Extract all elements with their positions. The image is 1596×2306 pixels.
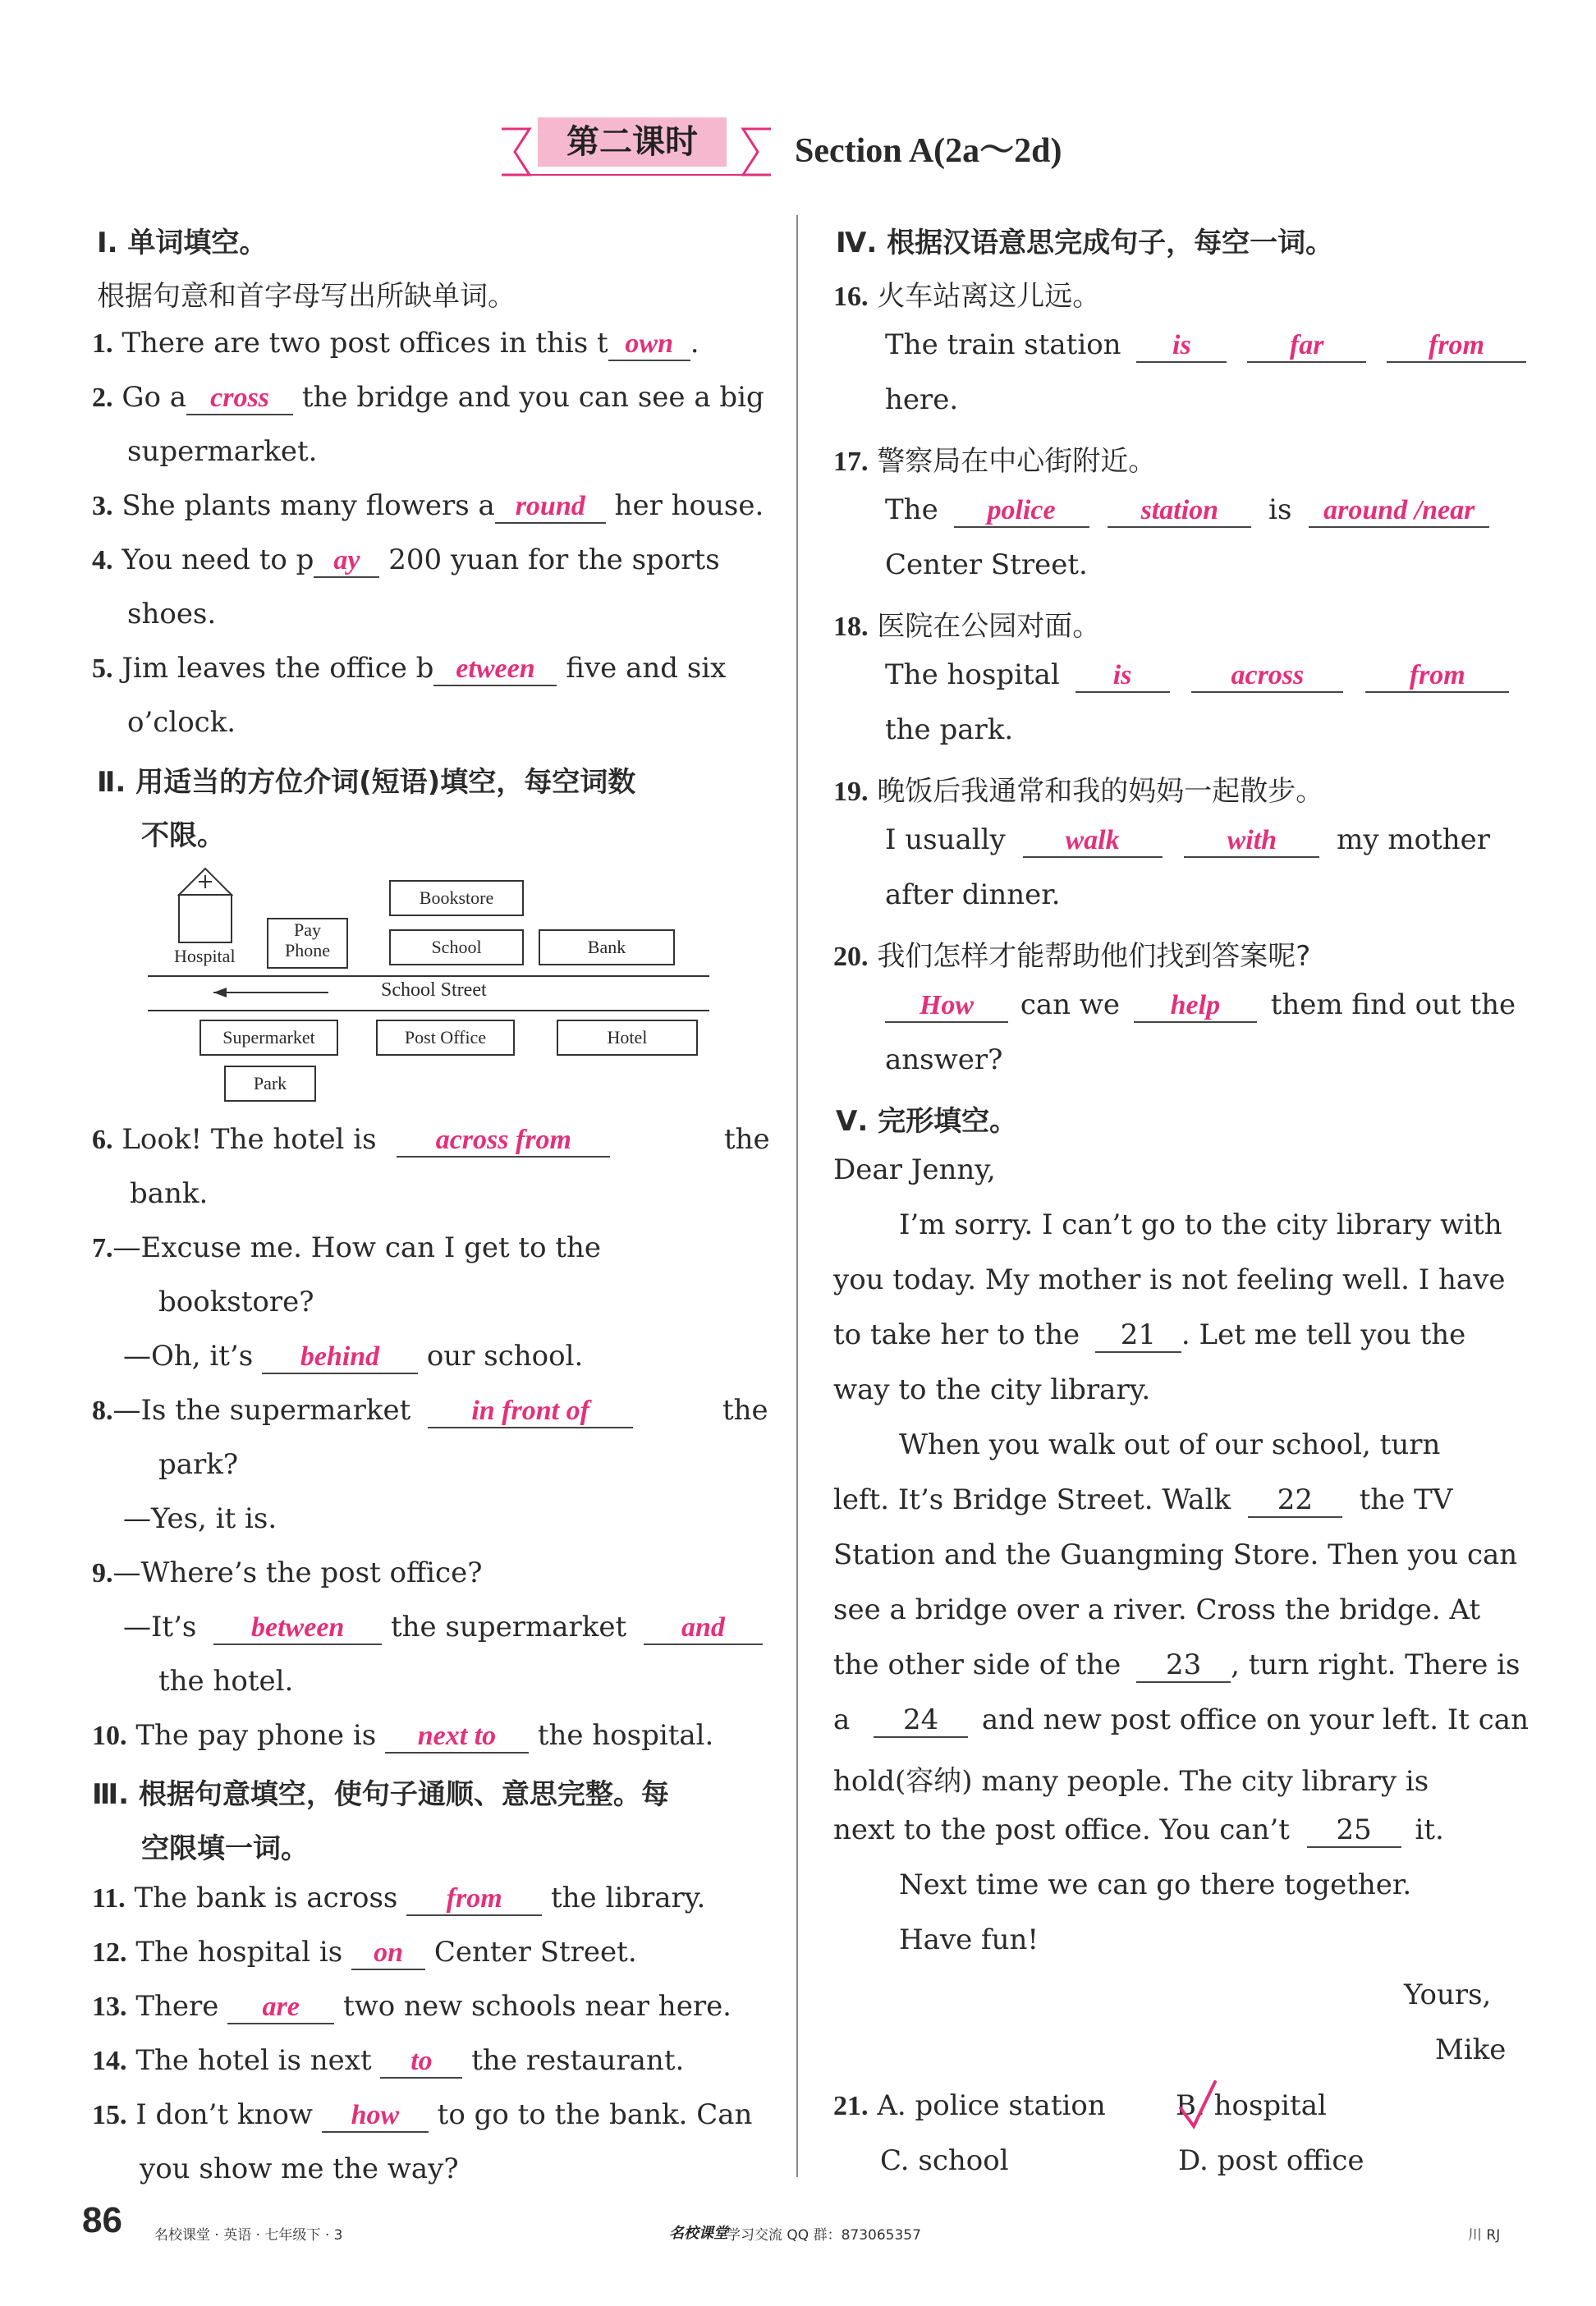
question-12: 12. The hospital is on Center Street. — [92, 1936, 637, 1969]
question-4-cont: shoes. — [127, 598, 217, 630]
map-hotel: Hotel — [557, 1020, 698, 1056]
question-8-tail: the — [722, 1394, 768, 1427]
check-mark-icon — [1172, 2077, 1222, 2134]
answer-blank[interactable]: across from — [397, 1123, 610, 1158]
answer-blank[interactable] — [608, 327, 690, 361]
question-11: 11. The bank is across from the library. — [92, 1882, 706, 1914]
answer-blank[interactable]: next to — [385, 1719, 529, 1754]
answer-blank[interactable]: on — [351, 1936, 425, 1970]
letter-line: I’m sorry. I can’t go to the city library with — [899, 1208, 1502, 1241]
answer-blank[interactable]: from — [406, 1882, 542, 1916]
question-8: 8.—Is the supermarket in front of — [92, 1394, 633, 1428]
letter-line: the other side of the 23 , turn right. There is — [833, 1648, 1520, 1681]
question-7-reply: —Oh, it’s behind our school. — [123, 1340, 584, 1373]
section-2-title: Ⅱ. 用适当的方位介词(短语)填空，每空词数 — [97, 766, 636, 799]
question-1: 1. There are two post offices in this t own . — [92, 327, 699, 360]
footer-qq: 学习交流 QQ 群：873065357 — [727, 2227, 921, 2244]
question-14: 14. The hotel is next to the restaurant. — [92, 2044, 685, 2077]
map-street-label: School Street — [381, 979, 487, 1001]
question-text: There are two post offices in this t — [122, 327, 608, 360]
section-1-instruction: 根据句意和首字母写出所缺单词。 — [97, 280, 516, 313]
answer-blank[interactable]: and — [644, 1611, 763, 1645]
answer-blank[interactable]: are — [227, 1990, 334, 2024]
answer-blank[interactable]: from — [1387, 328, 1526, 363]
section-2-title-cont: 不限。 — [141, 819, 225, 852]
answer-blank[interactable]: How — [885, 988, 1008, 1023]
question-8-cont: park? — [158, 1448, 239, 1481]
answer-blank[interactable]: ay — [314, 543, 379, 578]
map-park: Park — [224, 1066, 316, 1102]
letter-greeting: Dear Jenny, — [833, 1153, 996, 1186]
question-6-tail: the — [724, 1123, 770, 1156]
section-1-title: Ⅰ. 单词填空。 — [97, 227, 268, 259]
question-2-cont: supermarket. — [127, 435, 318, 468]
question-15-cont: you show me the way? — [140, 2152, 459, 2185]
question-9: 9.—Where’s the post office? — [92, 1556, 483, 1589]
answer-blank[interactable]: far — [1247, 328, 1366, 363]
answer-blank[interactable]: to — [380, 2044, 462, 2079]
question-18-line: The hospital is across from — [885, 658, 1509, 693]
map-bookstore: Bookstore — [389, 880, 524, 916]
letter-line: next to the post office. You can’t 25 it. — [833, 1813, 1444, 1846]
map-school: School — [389, 929, 524, 965]
letter-line: see a bridge over a river. Cross the bridge. At — [833, 1593, 1481, 1626]
question-18: 18. 医院在公园对面。 — [833, 610, 1101, 643]
cloze-blank-23[interactable]: 23 — [1136, 1648, 1231, 1683]
question-9-cont: the hotel. — [158, 1665, 294, 1698]
answer-blank[interactable]: around /near — [1309, 493, 1489, 528]
question-15: 15. I don’t know how to go to the bank. Can — [92, 2098, 753, 2131]
letter-line: way to the city library. — [833, 1373, 1151, 1406]
answer-blank[interactable]: behind — [262, 1340, 418, 1374]
answer-blank[interactable]: police — [954, 493, 1089, 528]
answer-blank[interactable]: cross — [186, 381, 293, 415]
question-20-line: How can we help them find out the — [885, 988, 1516, 1023]
map-hospital-label: Hospital — [174, 946, 236, 966]
question-7: 7.—Excuse me. How can I get to the — [92, 1231, 602, 1264]
letter-line: When you walk out of our school, turn — [899, 1428, 1441, 1461]
question-19: 19. 晚饭后我通常和我的妈妈一起散步。 — [833, 775, 1324, 808]
answer-blank[interactable]: round — [495, 489, 606, 524]
question-16-line: The train station is far from — [885, 328, 1526, 363]
answer-blank[interactable]: how — [322, 2098, 429, 2133]
answer-blank[interactable]: etween — [433, 652, 557, 686]
question-6: 6. Look! The hotel is across from — [92, 1123, 610, 1158]
hospital-building — [174, 864, 240, 946]
column-divider — [796, 215, 798, 2177]
question-2: 2. Go a cross the bridge and you can see a big — [92, 381, 764, 414]
letter-line: Next time we can go there together. — [899, 1868, 1412, 1901]
question-6-cont: bank. — [130, 1177, 209, 1210]
question-17: 17. 警察局在中心街附近。 — [833, 445, 1157, 478]
letter-line: Station and the Guangming Store. Then you can — [833, 1538, 1518, 1571]
question-5-cont: o’clock. — [127, 706, 236, 739]
map-bank: Bank — [539, 929, 675, 965]
cloze-blank-22[interactable]: 22 — [1248, 1483, 1342, 1518]
option-c[interactable]: C. school — [880, 2144, 1009, 2177]
question-21: 21. A. police station — [833, 2089, 1106, 2122]
question-20: 20. 我们怎样才能帮助他们找到答案呢? — [833, 940, 1311, 973]
answer-blank[interactable]: station — [1108, 493, 1251, 528]
answer-blank[interactable]: walk — [1023, 823, 1163, 858]
section-4-title: Ⅳ. 根据汉语意思完成句子，每空一词。 — [836, 227, 1334, 259]
answer-blank[interactable]: in front of — [428, 1394, 633, 1428]
question-number: 1. — [92, 328, 113, 359]
cloze-blank-24[interactable]: 24 — [874, 1703, 968, 1738]
cloze-blank-25[interactable]: 25 — [1307, 1813, 1401, 1848]
section-3-title-cont: 空限填一词。 — [141, 1832, 309, 1865]
map-supermarket: Supermarket — [200, 1020, 338, 1056]
cloze-blank-21[interactable]: 21 — [1095, 1318, 1181, 1353]
section-title: Section A(2a～2d) — [795, 132, 1062, 170]
question-3: 3. She plants many flowers a round her house. — [92, 489, 764, 522]
footer-edition: 川 RJ — [1468, 2227, 1501, 2244]
option-d[interactable]: D. post office — [1178, 2144, 1364, 2177]
letter-signature: Mike — [1435, 2033, 1507, 2066]
question-17-line: The police station is around /near — [885, 493, 1489, 528]
question-20-cont: answer? — [885, 1043, 1003, 1076]
letter-closing: Yours, — [1404, 1978, 1492, 2011]
answer-blank[interactable]: from — [1365, 658, 1509, 693]
answer-blank[interactable]: is — [1075, 658, 1170, 693]
question-8-reply: —Yes, it is. — [123, 1502, 277, 1535]
answer-blank[interactable]: help — [1134, 988, 1257, 1023]
map-post-office: Post Office — [376, 1020, 515, 1056]
answer-blank[interactable]: between — [213, 1611, 382, 1645]
answer-blank[interactable]: is — [1136, 328, 1227, 363]
letter-line: left. It’s Bridge Street. Walk 22 the TV — [833, 1483, 1453, 1516]
map-pay-phone: Pay Phone — [267, 918, 348, 969]
letter-line: to take her to the 21 . Let me tell you the — [833, 1318, 1466, 1351]
footer-book: 名校课堂 · 英语 · 七年级下 · 3 — [154, 2227, 343, 2244]
question-18-cont: the park. — [885, 713, 1014, 746]
answer: own — [625, 328, 673, 359]
answer-blank[interactable]: with — [1184, 823, 1319, 858]
question-7-cont: bookstore? — [158, 1286, 314, 1318]
page-number: 86 — [82, 2200, 122, 2240]
section-3-title: Ⅲ. 根据句意填空，使句子通顺、意思完整。每 — [92, 1778, 669, 1811]
question-9-reply: —It’s between the supermarket and — [123, 1611, 763, 1645]
question-19-line: I usually walk with my mother — [885, 823, 1491, 856]
option-a[interactable]: A. police station — [877, 2089, 1106, 2122]
question-16-cont: here. — [885, 383, 959, 416]
question-4: 4. You need to p ay 200 yuan for the sports — [92, 543, 720, 576]
letter-line: Have fun! — [899, 1923, 1039, 1956]
question-17-cont: Center Street. — [885, 548, 1088, 581]
question-5: 5. Jim leaves the office b etween five and six — [92, 652, 727, 685]
question-16: 16. 火车站离这儿远。 — [833, 280, 1101, 313]
question-19-cont: after dinner. — [885, 878, 1061, 911]
letter-line: a 24 and new post office on your left. It can — [833, 1703, 1529, 1736]
option-b[interactable]: B. hospital — [1176, 2089, 1327, 2122]
question-13: 13. There are two new schools near here. — [92, 1990, 732, 2023]
footer-logo: 名校课堂 — [669, 2225, 728, 2242]
lesson-badge: 第二课时 — [538, 117, 727, 167]
letter-line: hold(容纳) many people. The city library is — [833, 1765, 1429, 1798]
section-5-title: Ⅴ. 完形填空。 — [836, 1105, 1018, 1138]
answer-blank[interactable]: across — [1191, 658, 1343, 693]
question-10: 10. The pay phone is next to the hospital. — [92, 1719, 714, 1752]
letter-line: you today. My mother is not feeling well. I have — [833, 1263, 1506, 1296]
